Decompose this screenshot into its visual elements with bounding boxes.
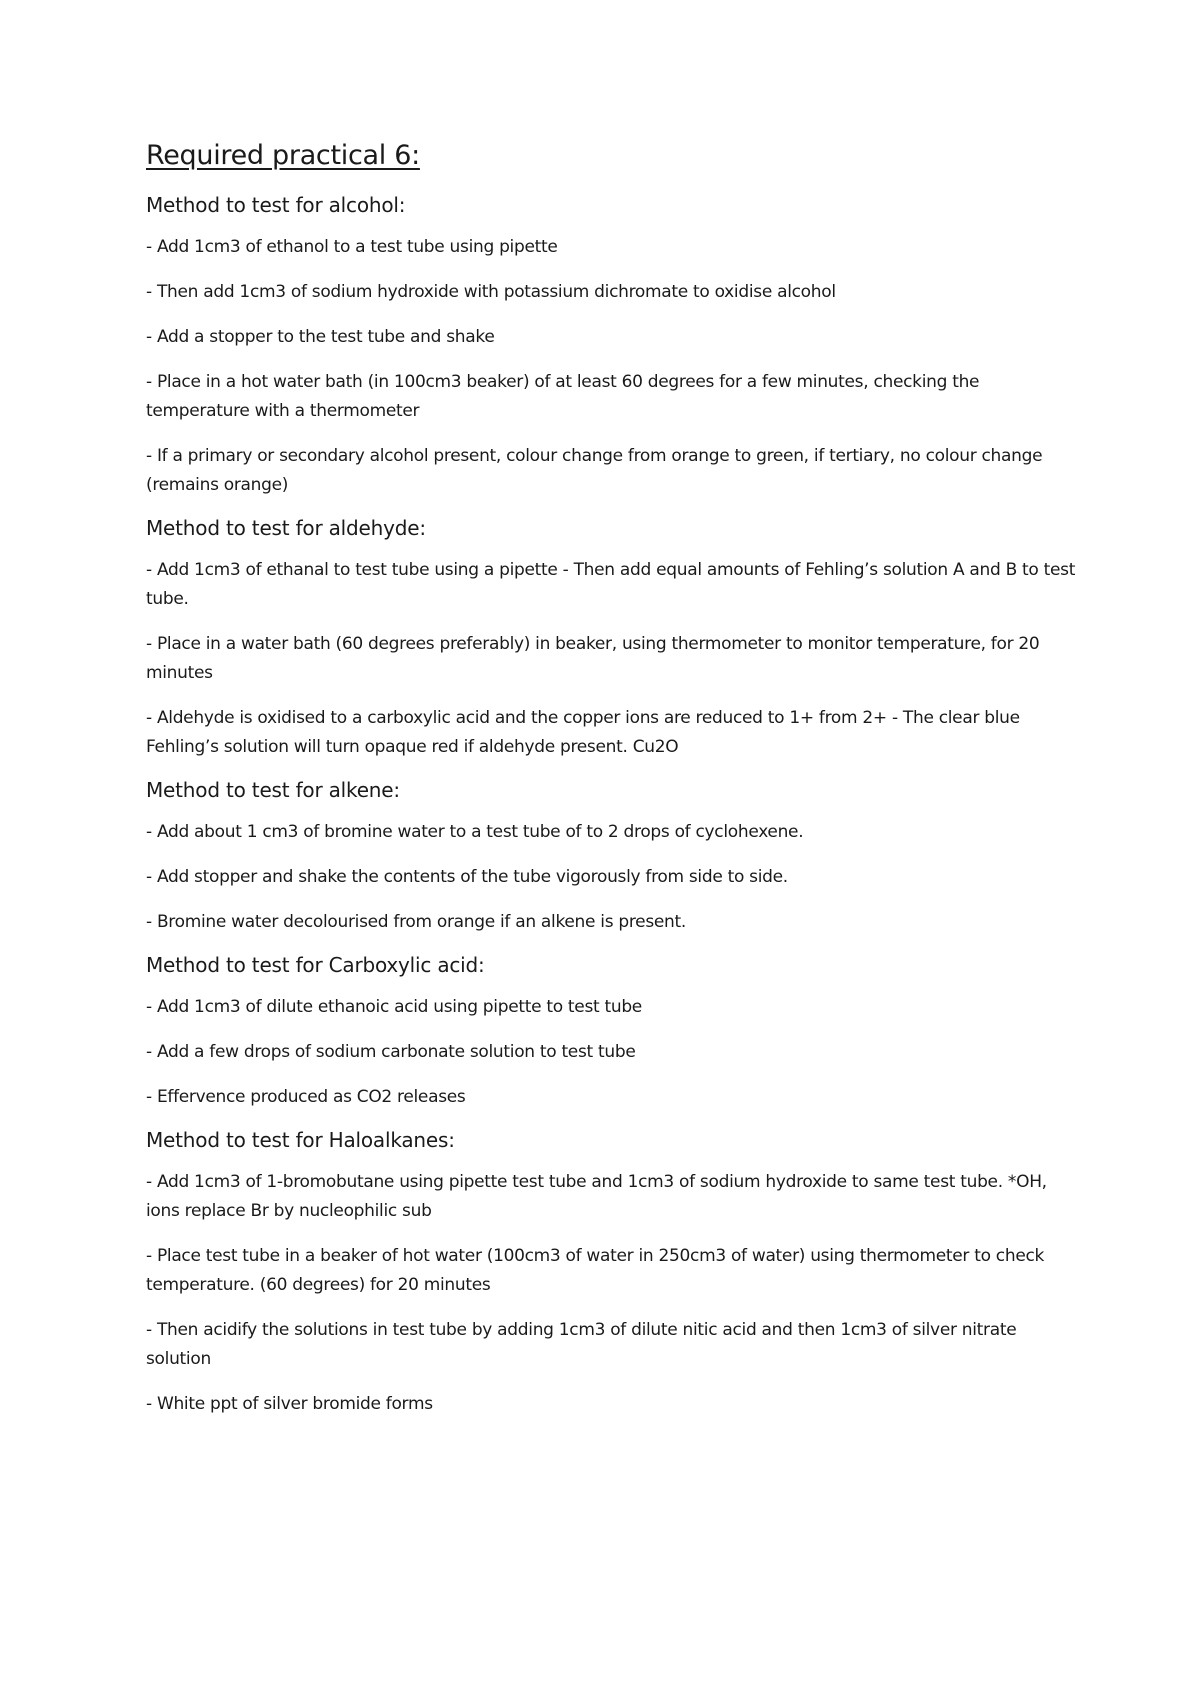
method-step: - White ppt of silver bromide forms bbox=[146, 1394, 433, 1414]
method-step: - Add a stopper to the test tube and shake bbox=[146, 327, 495, 347]
section-heading: Method to test for aldehyde: bbox=[146, 516, 426, 540]
method-step: - Then add 1cm3 of sodium hydroxide with potassium dichromate to oxidise alcohol bbox=[146, 282, 836, 302]
method-step: - Effervence produced as CO2 releases bbox=[146, 1087, 466, 1107]
method-step: - Add about 1 cm3 of bromine water to a test tube of to 2 drops of cyclohexene. bbox=[146, 822, 804, 842]
method-step: - Place in a hot water bath (in 100cm3 beaker) of at least 60 degrees for a few minutes, checking the temperature with a thermometer bbox=[146, 372, 980, 421]
section-heading: Method to test for Haloalkanes: bbox=[146, 1128, 455, 1152]
section-aldehyde bbox=[146, 516, 1076, 762]
method-step: - Then acidify the solutions in test tube by adding 1cm3 of dilute nitic acid and then 1cm3 of silver nitrate solution bbox=[146, 1320, 1017, 1369]
section-haloalkanes bbox=[146, 1128, 1076, 1419]
method-step: - Add a few drops of sodium carbonate solution to test tube bbox=[146, 1042, 636, 1062]
method-step: - Add stopper and shake the contents of the tube vigorously from side to side. bbox=[146, 867, 788, 887]
method-step: - If a primary or secondary alcohol present, colour change from orange to green, if tertiary, no colour change (remains orange) bbox=[146, 446, 1043, 495]
method-step: - Place in a water bath (60 degrees preferably) in beaker, using thermometer to monitor temperature, for 20 minutes bbox=[146, 634, 1040, 683]
page-title: Required practical 6: bbox=[146, 140, 420, 171]
method-step: - Add 1cm3 of ethanol to a test tube using pipette bbox=[146, 237, 558, 257]
method-step: - Add 1cm3 of 1-bromobutane using pipette test tube and 1cm3 of sodium hydroxide to same test tube. *OH, ions replace Br by nucleophilic sub bbox=[146, 1172, 1047, 1221]
method-step: - Aldehyde is oxidised to a carboxylic acid and the copper ions are reduced to 1+ from 2+ - The clear blue Fehling’s solution will turn opaque red if aldehyde present. Cu2O bbox=[146, 708, 1020, 757]
method-step: - Bromine water decolourised from orange if an alkene is present. bbox=[146, 912, 686, 932]
method-step: - Add 1cm3 of dilute ethanoic acid using pipette to test tube bbox=[146, 997, 642, 1017]
document-page bbox=[146, 140, 1076, 1435]
method-step: - Add 1cm3 of ethanal to test tube using a pipette - Then add equal amounts of Fehling’s solution A and B to test tube. bbox=[146, 560, 1076, 609]
section-heading: Method to test for Carboxylic acid: bbox=[146, 953, 485, 977]
section-heading: Method to test for alcohol: bbox=[146, 193, 406, 217]
section-alcohol bbox=[146, 193, 1076, 500]
section-heading: Method to test for alkene: bbox=[146, 778, 400, 802]
method-step: - Place test tube in a beaker of hot water (100cm3 of water in 250cm3 of water) using thermometer to check temperature. (60 degrees) for 20 minutes bbox=[146, 1246, 1045, 1295]
section-alkene bbox=[146, 778, 1076, 937]
section-carboxylic-acid bbox=[146, 953, 1076, 1112]
